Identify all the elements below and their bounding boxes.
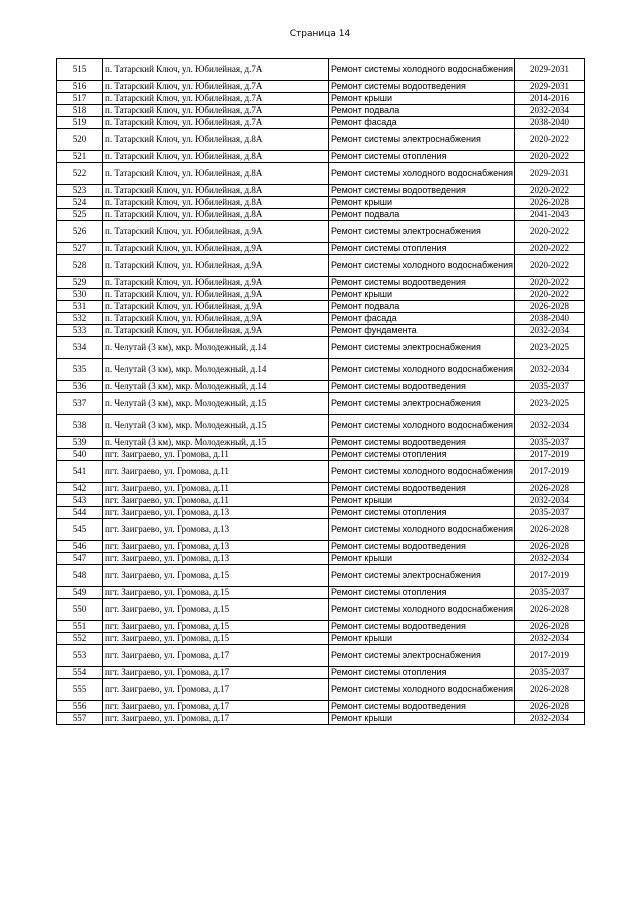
row-number: 537 [57,393,103,415]
row-address: п. Татарский Ключ, ул. Юбилейная, д.9А [103,221,329,243]
table-row [57,541,585,553]
table-row [57,393,585,415]
row-work-type: Ремонт системы холодного водоснабжения [329,163,515,185]
row-work-type: Ремонт системы холодного водоснабжения [329,519,515,541]
row-number: 554 [57,667,103,679]
row-period: 2020-2022 [515,243,585,255]
row-number: 545 [57,519,103,541]
table-row [57,621,585,633]
row-work-type: Ремонт системы водоотведения [329,185,515,197]
row-work-type: Ремонт системы водоотведения [329,81,515,93]
table-row [57,81,585,93]
row-work-type: Ремонт фундамента [329,325,515,337]
row-address: пгт. Заиграево, ул. Громова, д.13 [103,553,329,565]
row-work-type: Ремонт системы электроснабжения [329,129,515,151]
row-address: пгт. Заиграево, ул. Громова, д.17 [103,701,329,713]
table-row [57,117,585,129]
table-row [57,337,585,359]
row-number: 529 [57,277,103,289]
row-number: 547 [57,553,103,565]
row-period: 2017-2019 [515,645,585,667]
row-number: 549 [57,587,103,599]
row-work-type: Ремонт системы отопления [329,587,515,599]
row-period: 2026-2028 [515,701,585,713]
row-work-type: Ремонт системы электроснабжения [329,337,515,359]
table-row [57,255,585,277]
row-address: п. Татарский Ключ, ул. Юбилейная, д.8А [103,197,329,209]
table-row [57,667,585,679]
row-number: 523 [57,185,103,197]
table-row [57,701,585,713]
row-number: 548 [57,565,103,587]
row-work-type: Ремонт системы холодного водоснабжения [329,679,515,701]
row-work-type: Ремонт системы электроснабжения [329,393,515,415]
row-address: пгт. Заиграево, ул. Громова, д.15 [103,599,329,621]
row-address: п. Челутай (3 км), мкр. Молодежный, д.14 [103,381,329,393]
row-number: 539 [57,437,103,449]
row-work-type: Ремонт системы водоотведения [329,381,515,393]
row-period: 2026-2028 [515,197,585,209]
row-number: 552 [57,633,103,645]
row-number: 520 [57,129,103,151]
row-work-type: Ремонт системы отопления [329,243,515,255]
row-number: 553 [57,645,103,667]
row-work-type: Ремонт системы отопления [329,507,515,519]
row-address: п. Татарский Ключ, ул. Юбилейная, д.7А [103,105,329,117]
row-period: 2026-2028 [515,301,585,313]
row-number: 525 [57,209,103,221]
row-address: пгт. Заиграево, ул. Громова, д.15 [103,565,329,587]
row-period: 2035-2037 [515,381,585,393]
row-period: 2020-2022 [515,151,585,163]
row-number: 536 [57,381,103,393]
table-row [57,415,585,437]
row-address: п. Татарский Ключ, ул. Юбилейная, д.9А [103,243,329,255]
row-address: пгт. Заиграево, ул. Громова, д.11 [103,449,329,461]
row-address: п. Татарский Ключ, ул. Юбилейная, д.9А [103,277,329,289]
table-row [57,151,585,163]
row-address: п. Татарский Ключ, ул. Юбилейная, д.9А [103,289,329,301]
row-number: 538 [57,415,103,437]
row-address: п. Татарский Ключ, ул. Юбилейная, д.8А [103,163,329,185]
row-work-type: Ремонт подвала [329,105,515,117]
table-row [57,221,585,243]
row-period: 2020-2022 [515,255,585,277]
row-number: 540 [57,449,103,461]
table-row [57,381,585,393]
row-period: 2026-2028 [515,599,585,621]
row-period: 2017-2019 [515,449,585,461]
row-period: 2032-2034 [515,633,585,645]
table-row [57,289,585,301]
row-number: 557 [57,713,103,725]
row-period: 2020-2022 [515,289,585,301]
table-row [57,553,585,565]
table-row [57,565,585,587]
row-number: 533 [57,325,103,337]
row-period: 2020-2022 [515,129,585,151]
row-number: 515 [57,59,103,81]
row-address: п. Татарский Ключ, ул. Юбилейная, д.9А [103,301,329,313]
row-address: пгт. Заиграево, ул. Громова, д.17 [103,667,329,679]
row-address: п. Челутай (3 км), мкр. Молодежный, д.14 [103,359,329,381]
row-number: 535 [57,359,103,381]
row-work-type: Ремонт фасада [329,313,515,325]
row-period: 2032-2034 [515,415,585,437]
row-number: 556 [57,701,103,713]
row-work-type: Ремонт фасада [329,117,515,129]
table-row [57,645,585,667]
table-row [57,185,585,197]
table-row [57,587,585,599]
table-row [57,243,585,255]
row-period: 2026-2028 [515,621,585,633]
table-row [57,633,585,645]
table-row [57,713,585,725]
row-number: 532 [57,313,103,325]
row-period: 2035-2037 [515,437,585,449]
row-address: п. Татарский Ключ, ул. Юбилейная, д.8А [103,209,329,221]
row-work-type: Ремонт крыши [329,495,515,507]
row-period: 2014-2016 [515,93,585,105]
row-number: 527 [57,243,103,255]
table-row [57,325,585,337]
row-number: 543 [57,495,103,507]
row-work-type: Ремонт системы отопления [329,449,515,461]
row-work-type: Ремонт системы водоотведения [329,437,515,449]
row-number: 524 [57,197,103,209]
row-address: п. Татарский Ключ, ул. Юбилейная, д.7А [103,93,329,105]
row-period: 2032-2034 [515,713,585,725]
row-period: 2035-2037 [515,507,585,519]
row-work-type: Ремонт системы электроснабжения [329,221,515,243]
row-address: пгт. Заиграево, ул. Громова, д.13 [103,519,329,541]
row-address: пгт. Заиграево, ул. Громова, д.15 [103,587,329,599]
row-period: 2023-2025 [515,393,585,415]
repair-schedule-table [56,58,585,725]
table-row [57,359,585,381]
row-address: пгт. Заиграево, ул. Громова, д.11 [103,495,329,507]
row-period: 2032-2034 [515,553,585,565]
row-period: 2041-2043 [515,209,585,221]
row-number: 546 [57,541,103,553]
table-row [57,93,585,105]
table-body [57,59,585,725]
table-row [57,197,585,209]
row-number: 521 [57,151,103,163]
row-address: п. Челутай (3 км), мкр. Молодежный, д.15 [103,393,329,415]
row-address: пгт. Заиграево, ул. Громова, д.13 [103,541,329,553]
table-row [57,163,585,185]
row-period: 2029-2031 [515,163,585,185]
row-address: п. Татарский Ключ, ул. Юбилейная, д.9А [103,255,329,277]
row-number: 544 [57,507,103,519]
table-row [57,599,585,621]
table-row [57,679,585,701]
row-number: 550 [57,599,103,621]
row-period: 2023-2025 [515,337,585,359]
table-row [57,313,585,325]
table-row [57,209,585,221]
row-period: 2029-2031 [515,59,585,81]
row-work-type: Ремонт системы электроснабжения [329,645,515,667]
row-period: 2026-2028 [515,679,585,701]
row-work-type: Ремонт системы водоотведения [329,621,515,633]
row-work-type: Ремонт системы холодного водоснабжения [329,255,515,277]
row-address: п. Татарский Ключ, ул. Юбилейная, д.8А [103,129,329,151]
row-work-type: Ремонт крыши [329,553,515,565]
row-number: 541 [57,461,103,483]
row-address: п. Татарский Ключ, ул. Юбилейная, д.8А [103,151,329,163]
row-address: пгт. Заиграево, ул. Громова, д.15 [103,633,329,645]
row-address: п. Татарский Ключ, ул. Юбилейная, д.7А [103,117,329,129]
row-address: пгт. Заиграево, ул. Громова, д.13 [103,507,329,519]
row-address: п. Татарский Ключ, ул. Юбилейная, д.7А [103,59,329,81]
table-row [57,105,585,117]
row-work-type: Ремонт системы электроснабжения [329,565,515,587]
row-number: 531 [57,301,103,313]
row-address: п. Татарский Ключ, ул. Юбилейная, д.8А [103,185,329,197]
row-work-type: Ремонт системы водоотведения [329,701,515,713]
table-row [57,461,585,483]
row-number: 542 [57,483,103,495]
row-work-type: Ремонт подвала [329,209,515,221]
table-row [57,277,585,289]
row-period: 2035-2037 [515,587,585,599]
row-number: 528 [57,255,103,277]
table-row [57,129,585,151]
row-address: пгт. Заиграево, ул. Громова, д.17 [103,645,329,667]
row-work-type: Ремонт системы водоотведения [329,483,515,495]
row-work-type: Ремонт крыши [329,93,515,105]
table-row [57,59,585,81]
row-period: 2032-2034 [515,359,585,381]
row-period: 2035-2037 [515,667,585,679]
row-number: 522 [57,163,103,185]
row-period: 2038-2040 [515,117,585,129]
row-address: п. Татарский Ключ, ул. Юбилейная, д.7А [103,81,329,93]
row-work-type: Ремонт системы холодного водоснабжения [329,599,515,621]
table-row [57,437,585,449]
row-number: 555 [57,679,103,701]
row-period: 2026-2028 [515,519,585,541]
row-address: пгт. Заиграево, ул. Громова, д.17 [103,679,329,701]
row-period: 2026-2028 [515,483,585,495]
row-address: п. Татарский Ключ, ул. Юбилейная, д.9А [103,325,329,337]
row-work-type: Ремонт системы водоотведения [329,277,515,289]
row-period: 2026-2028 [515,541,585,553]
row-work-type: Ремонт подвала [329,301,515,313]
row-address: пгт. Заиграево, ул. Громова, д.11 [103,461,329,483]
row-address: п. Челутай (3 км), мкр. Молодежный, д.15 [103,415,329,437]
row-work-type: Ремонт системы холодного водоснабжения [329,59,515,81]
row-period: 2032-2034 [515,105,585,117]
row-work-type: Ремонт крыши [329,197,515,209]
row-period: 2017-2019 [515,565,585,587]
row-work-type: Ремонт крыши [329,289,515,301]
table-row [57,507,585,519]
row-work-type: Ремонт системы холодного водоснабжения [329,461,515,483]
row-number: 530 [57,289,103,301]
page-header: Страница 14 [289,29,351,39]
row-period: 2032-2034 [515,325,585,337]
table-row [57,449,585,461]
row-number: 534 [57,337,103,359]
row-period: 2038-2040 [515,313,585,325]
row-work-type: Ремонт крыши [329,713,515,725]
row-period: 2020-2022 [515,277,585,289]
row-work-type: Ремонт крыши [329,633,515,645]
row-address: пгт. Заиграево, ул. Громова, д.15 [103,621,329,633]
row-period: 2017-2019 [515,461,585,483]
row-work-type: Ремонт системы холодного водоснабжения [329,359,515,381]
row-number: 516 [57,81,103,93]
table-row [57,483,585,495]
row-work-type: Ремонт системы отопления [329,151,515,163]
table-row [57,301,585,313]
row-number: 551 [57,621,103,633]
row-address: п. Татарский Ключ, ул. Юбилейная, д.9А [103,313,329,325]
row-address: п. Челутай (3 км), мкр. Молодежный, д.14 [103,337,329,359]
row-address: пгт. Заиграево, ул. Громова, д.17 [103,713,329,725]
row-address: п. Челутай (3 км), мкр. Молодежный, д.15 [103,437,329,449]
row-work-type: Ремонт системы отопления [329,667,515,679]
row-number: 526 [57,221,103,243]
row-number: 518 [57,105,103,117]
row-number: 517 [57,93,103,105]
row-work-type: Ремонт системы холодного водоснабжения [329,415,515,437]
row-period: 2020-2022 [515,221,585,243]
row-number: 519 [57,117,103,129]
row-period: 2029-2031 [515,81,585,93]
table-row [57,495,585,507]
row-address: пгт. Заиграево, ул. Громова, д.11 [103,483,329,495]
table-row [57,519,585,541]
row-work-type: Ремонт системы водоотведения [329,541,515,553]
row-period: 2032-2034 [515,495,585,507]
row-period: 2020-2022 [515,185,585,197]
